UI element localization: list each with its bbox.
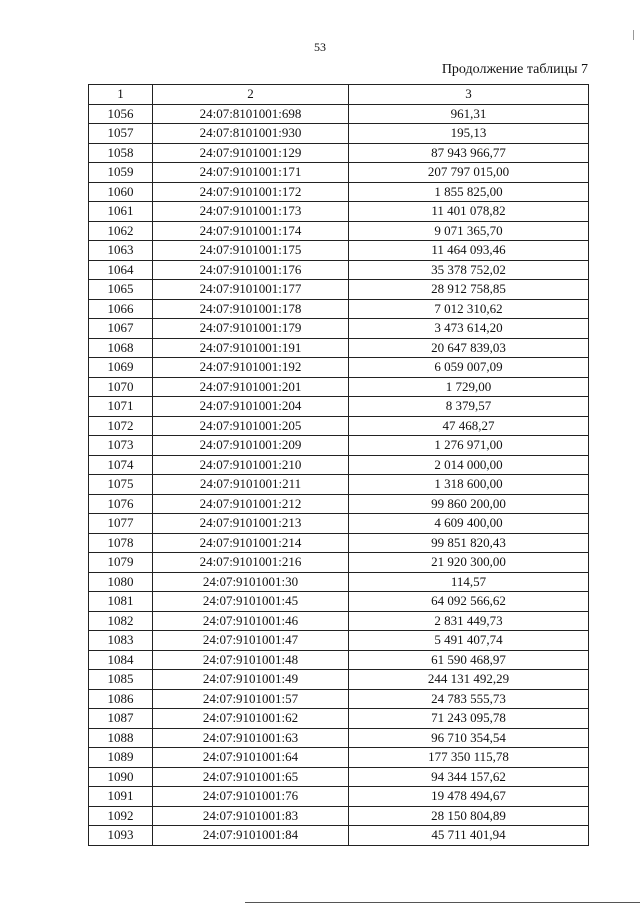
table-row: [89, 728, 589, 748]
column-header-3: 3: [349, 85, 589, 105]
value-cell: 28 150 804,89: [349, 806, 589, 826]
value-cell: 207 797 015,00: [349, 163, 589, 183]
data-table: [88, 84, 589, 846]
cadastral-number-cell: 24:07:9101001:212: [153, 494, 349, 514]
table-row: [89, 572, 589, 592]
row-number-cell: 1079: [89, 553, 153, 573]
row-number-cell: 1073: [89, 436, 153, 456]
table-row: [89, 475, 589, 495]
cadastral-number-cell: 24:07:9101001:84: [153, 826, 349, 846]
value-cell: 87 943 966,77: [349, 143, 589, 163]
cadastral-number-cell: 24:07:9101001:175: [153, 241, 349, 261]
value-cell: 96 710 354,54: [349, 728, 589, 748]
cadastral-number-cell: 24:07:9101001:214: [153, 533, 349, 553]
cadastral-number-cell: 24:07:9101001:83: [153, 806, 349, 826]
table-row: [89, 650, 589, 670]
value-cell: 2 014 000,00: [349, 455, 589, 475]
cadastral-number-cell: 24:07:9101001:76: [153, 787, 349, 807]
row-number-cell: 1059: [89, 163, 153, 183]
cadastral-number-cell: 24:07:9101001:62: [153, 709, 349, 729]
row-number-cell: 1084: [89, 650, 153, 670]
row-number-cell: 1064: [89, 260, 153, 280]
cadastral-number-cell: 24:07:9101001:173: [153, 202, 349, 222]
row-number-cell: 1077: [89, 514, 153, 534]
table-row: [89, 436, 589, 456]
row-number-cell: 1081: [89, 592, 153, 612]
table-row: [89, 455, 589, 475]
cadastral-number-cell: 24:07:9101001:64: [153, 748, 349, 768]
table-row: [89, 767, 589, 787]
row-number-cell: 1085: [89, 670, 153, 690]
table-row: [89, 787, 589, 807]
value-cell: 195,13: [349, 124, 589, 144]
row-number-cell: 1056: [89, 104, 153, 124]
cadastral-number-cell: 24:07:9101001:47: [153, 631, 349, 651]
row-number-cell: 1072: [89, 416, 153, 436]
value-cell: 961,31: [349, 104, 589, 124]
row-number-cell: 1076: [89, 494, 153, 514]
column-header-1: 1: [89, 85, 153, 105]
value-cell: 35 378 752,02: [349, 260, 589, 280]
cadastral-number-cell: 24:07:9101001:177: [153, 280, 349, 300]
value-cell: 20 647 839,03: [349, 338, 589, 358]
row-number-cell: 1093: [89, 826, 153, 846]
cadastral-number-cell: 24:07:9101001:211: [153, 475, 349, 495]
table-row: [89, 202, 589, 222]
table-row: [89, 182, 589, 202]
value-cell: 1 855 825,00: [349, 182, 589, 202]
table-row: [89, 748, 589, 768]
value-cell: 6 059 007,09: [349, 358, 589, 378]
row-number-cell: 1086: [89, 689, 153, 709]
table-row: [89, 299, 589, 319]
table-body: [89, 104, 589, 845]
value-cell: 99 860 200,00: [349, 494, 589, 514]
table-row: [89, 553, 589, 573]
cadastral-number-cell: 24:07:9101001:45: [153, 592, 349, 612]
value-cell: 7 012 310,62: [349, 299, 589, 319]
row-number-cell: 1057: [89, 124, 153, 144]
row-number-cell: 1060: [89, 182, 153, 202]
table-row: [89, 104, 589, 124]
row-number-cell: 1092: [89, 806, 153, 826]
value-cell: 64 092 566,62: [349, 592, 589, 612]
table-row: [89, 592, 589, 612]
table-continuation-label: Продолжение таблицы 7: [441, 62, 588, 77]
cadastral-number-cell: 24:07:9101001:172: [153, 182, 349, 202]
table-row: [89, 397, 589, 417]
value-cell: 28 912 758,85: [349, 280, 589, 300]
value-cell: 99 851 820,43: [349, 533, 589, 553]
table-row: [89, 260, 589, 280]
value-cell: 24 783 555,73: [349, 689, 589, 709]
value-cell: 1 729,00: [349, 377, 589, 397]
row-number-cell: 1070: [89, 377, 153, 397]
cadastral-number-cell: 24:07:9101001:204: [153, 397, 349, 417]
header-row: [89, 85, 589, 105]
table-row: [89, 416, 589, 436]
cadastral-number-cell: 24:07:9101001:30: [153, 572, 349, 592]
table-row: [89, 670, 589, 690]
cadastral-number-cell: 24:07:9101001:179: [153, 319, 349, 339]
footer-divider: [245, 902, 640, 903]
table-row: [89, 163, 589, 183]
cadastral-number-cell: 24:07:9101001:210: [153, 455, 349, 475]
row-number-cell: 1083: [89, 631, 153, 651]
cadastral-number-cell: 24:07:9101001:192: [153, 358, 349, 378]
value-cell: 114,57: [349, 572, 589, 592]
value-cell: 19 478 494,67: [349, 787, 589, 807]
value-cell: 11 464 093,46: [349, 241, 589, 261]
table-row: [89, 241, 589, 261]
cadastral-number-cell: 24:07:9101001:48: [153, 650, 349, 670]
row-number-cell: 1087: [89, 709, 153, 729]
row-number-cell: 1091: [89, 787, 153, 807]
row-number-cell: 1071: [89, 397, 153, 417]
cadastral-number-cell: 24:07:9101001:176: [153, 260, 349, 280]
row-number-cell: 1078: [89, 533, 153, 553]
scan-edge-mark: [633, 30, 638, 40]
table-row: [89, 358, 589, 378]
row-number-cell: 1066: [89, 299, 153, 319]
value-cell: 94 344 157,62: [349, 767, 589, 787]
row-number-cell: 1074: [89, 455, 153, 475]
cadastral-number-cell: 24:07:9101001:63: [153, 728, 349, 748]
table-row: [89, 514, 589, 534]
row-number-cell: 1089: [89, 748, 153, 768]
page-number: 53: [314, 40, 326, 54]
cadastral-number-cell: 24:07:9101001:57: [153, 689, 349, 709]
table-row: [89, 377, 589, 397]
table-row: [89, 689, 589, 709]
table-row: [89, 143, 589, 163]
row-number-cell: 1058: [89, 143, 153, 163]
table-row: [89, 709, 589, 729]
row-number-cell: 1082: [89, 611, 153, 631]
cadastral-number-cell: 24:07:9101001:65: [153, 767, 349, 787]
value-cell: 21 920 300,00: [349, 553, 589, 573]
value-cell: 61 590 468,97: [349, 650, 589, 670]
value-cell: 9 071 365,70: [349, 221, 589, 241]
column-header-2: 2: [153, 85, 349, 105]
table-row: [89, 611, 589, 631]
value-cell: 3 473 614,20: [349, 319, 589, 339]
cadastral-number-cell: 24:07:9101001:129: [153, 143, 349, 163]
value-cell: 11 401 078,82: [349, 202, 589, 222]
value-cell: 4 609 400,00: [349, 514, 589, 534]
cadastral-number-cell: 24:07:9101001:191: [153, 338, 349, 358]
row-number-cell: 1075: [89, 475, 153, 495]
value-cell: 1 276 971,00: [349, 436, 589, 456]
cadastral-number-cell: 24:07:9101001:205: [153, 416, 349, 436]
row-number-cell: 1067: [89, 319, 153, 339]
table-row: [89, 494, 589, 514]
cadastral-number-cell: 24:07:9101001:209: [153, 436, 349, 456]
cadastral-number-cell: 24:07:9101001:201: [153, 377, 349, 397]
value-cell: 47 468,27: [349, 416, 589, 436]
value-cell: 5 491 407,74: [349, 631, 589, 651]
cadastral-number-cell: 24:07:9101001:213: [153, 514, 349, 534]
row-number-cell: 1090: [89, 767, 153, 787]
table-row: [89, 631, 589, 651]
table-row: [89, 806, 589, 826]
value-cell: 1 318 600,00: [349, 475, 589, 495]
cadastral-number-cell: 24:07:9101001:49: [153, 670, 349, 690]
table-row: [89, 338, 589, 358]
table-header: [89, 85, 589, 105]
table-row: [89, 319, 589, 339]
cadastral-number-cell: 24:07:8101001:930: [153, 124, 349, 144]
row-number-cell: 1069: [89, 358, 153, 378]
table-row: [89, 826, 589, 846]
table-row: [89, 221, 589, 241]
value-cell: 244 131 492,29: [349, 670, 589, 690]
value-cell: 45 711 401,94: [349, 826, 589, 846]
value-cell: 2 831 449,73: [349, 611, 589, 631]
row-number-cell: 1068: [89, 338, 153, 358]
value-cell: 177 350 115,78: [349, 748, 589, 768]
cadastral-number-cell: 24:07:8101001:698: [153, 104, 349, 124]
row-number-cell: 1061: [89, 202, 153, 222]
table-row: [89, 533, 589, 553]
value-cell: 8 379,57: [349, 397, 589, 417]
row-number-cell: 1080: [89, 572, 153, 592]
cadastral-number-cell: 24:07:9101001:171: [153, 163, 349, 183]
value-cell: 71 243 095,78: [349, 709, 589, 729]
cadastral-number-cell: 24:07:9101001:174: [153, 221, 349, 241]
table-row: [89, 124, 589, 144]
row-number-cell: 1065: [89, 280, 153, 300]
cadastral-number-cell: 24:07:9101001:216: [153, 553, 349, 573]
row-number-cell: 1088: [89, 728, 153, 748]
cadastral-number-cell: 24:07:9101001:178: [153, 299, 349, 319]
table-row: [89, 280, 589, 300]
cadastral-number-cell: 24:07:9101001:46: [153, 611, 349, 631]
row-number-cell: 1062: [89, 221, 153, 241]
row-number-cell: 1063: [89, 241, 153, 261]
